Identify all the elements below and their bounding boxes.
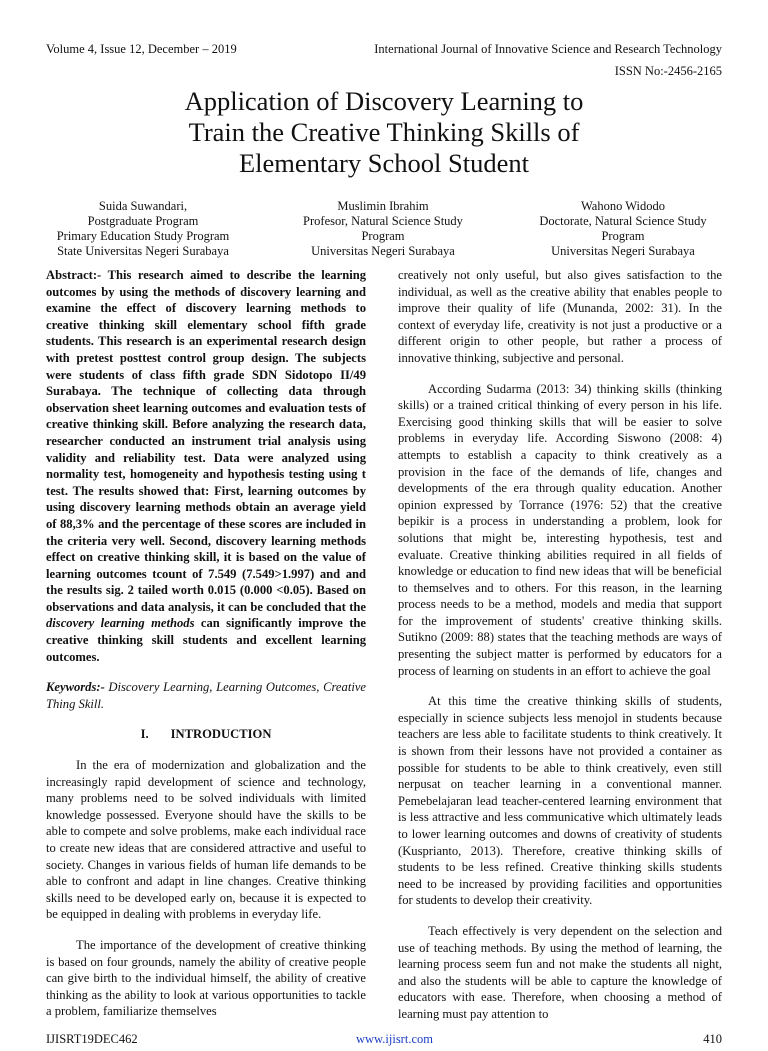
left-column xyxy=(46,267,366,1020)
paragraph: creatively not only useful, but also gives satisfaction to the individual, as well as the creative ability that enables people to improve their quality of life (Munanda, 2002: 31). In the context of everyday life, creativity is not just a productive or a different origin to other people, but rather a process of innovative thinking, subjective and personal. xyxy=(398,268,722,365)
page-body xyxy=(46,267,722,1051)
author-affiliation: Program xyxy=(601,229,645,243)
author-3 xyxy=(508,199,738,259)
author-affiliation: Profesor, Natural Science Study xyxy=(303,214,463,228)
author-affiliation: Universitas Negeri Surabaya xyxy=(551,244,695,258)
journal-volume: Volume 4, Issue 12, December – 2019 xyxy=(46,42,237,56)
abstract-text: This research aimed to describe the learning outcomes by using the methods of discovery learning and examine the effect of discovery learning methods to creative thinking skill elementary school fifth grade students. This research is an experimental research design with pretest posttest control group design. The subjects were students of class fifth grade SDN Sidotopo II/49 Surabaya. The technique of collecting data through observation sheet learning outcomes and evaluation tests of creative thinking skill. Before analyzing the research data, researcher conducted an instrument trial analysis using validity and reliability test. Data were analyzed using normality test, homogeneity and hypothesis testing using t test. The results showed that: First, learning outcomes by using discovery learning methods obtain an average yield of 88,3% and the percentage of these scores are included in the criteria very well. Second, discovery learning methods effect on creative thinking skill, it is based on the value of learning outcomes tcount of 7.549 (7.549>1.997) and and the results sig. 2 tailed worth 0.015 (0.000 <0.05). Based on observations and data analysis, it can be concluded that the xyxy=(46,268,366,614)
abstract-label: Abstract:- xyxy=(46,268,102,282)
keywords-text: Discovery Learning, Learning Outcomes, Creative Thing Skill. xyxy=(46,680,366,711)
abstract-italic: discovery learning methods xyxy=(46,616,195,631)
keywords xyxy=(46,679,366,712)
author-name: Suida Suwandari, xyxy=(98,199,188,213)
author-name: Wahono Widodo xyxy=(580,199,665,213)
title-line: Application of Discovery Learning to xyxy=(184,86,584,116)
keywords-label: Keywords:- xyxy=(46,680,105,695)
title-line: Train the Creative Thinking Skills of xyxy=(188,117,580,147)
right-column xyxy=(398,267,722,1023)
journal-name: International Journal of Innovative Science and Research Technology xyxy=(374,42,722,56)
author-affiliation: Program xyxy=(361,229,405,243)
author-name: Muslimin Ibrahim xyxy=(337,199,429,213)
paragraph: At this time the creative thinking skills of students, especially in science subjects less menojol in students because teachers are less able to facilitate students to think creatively. It is shown from their lessons have not provided a container as possible for students to be able to think creatively, even still nerpusat on teacher learning in a conventional manner. Pemebelajaran lead teacher-centered learning environment that is less attractive and less communicative which ultimately leads to lower learning outcomes and downs of creativity of students (Kusprianto, 2013). Therefore, creative thinking skills of students to be less refined. Creative thinking skills students need to be increased by providing facilities and opportunities for students to develop their creativity. xyxy=(398,694,722,908)
paper-id: IJISRT19DEC462 xyxy=(46,1031,138,1046)
paragraph: Teach effectively is very dependent on the selection and use of teaching methods. By using the method of learning, the learning process seem fun and not make the students all night, and also the students will be able to capture the knowledge of educators with ease. Therefore, when choosing a method of learning must pay attention to xyxy=(398,923,722,1021)
issn: ISSN No:-2456-2165 xyxy=(614,64,722,78)
paper-title xyxy=(0,86,768,179)
journal-website-link[interactable]: www.ijisrt.com xyxy=(356,1031,433,1046)
section-heading: I. INTRODUCTION xyxy=(140,727,272,742)
paragraph: The importance of the development of creative thinking is based on four grounds, namely the ability of creative people can give birth to the individual himself, the ability of creative thinking as the ability to look at various opportunities to tackle a problem, familiarize themselves xyxy=(46,937,366,1019)
author-affiliation: Doctorate, Natural Science Study xyxy=(539,214,707,228)
page-number: 410 xyxy=(703,1031,722,1046)
two-column-body xyxy=(46,267,722,1023)
paragraph: In the era of modernization and globalization and the increasingly rapid development of science and technology, many problems need to be solved individuals with limited knowledge possessed. Everyone should have the skills to be able to compete and solve problems, make each individual race to create new ideas that are considered attractive and useful to society. Changes in various fields of human life demands to be able to confront and adapt in line changes. Creative thinking skills need to be developed early on, because it is expected to be equipped in dealing with problems in everyday life. xyxy=(46,758,366,922)
author-1 xyxy=(28,199,258,259)
author-affiliation: Primary Education Study Program xyxy=(56,229,230,243)
author-2 xyxy=(268,199,498,259)
abstract-text: can significantly improve the creative thinking skill students and excellent learning outcomes. xyxy=(46,616,366,664)
abstract xyxy=(46,267,366,665)
author-affiliation: Postgraduate Program xyxy=(87,214,199,228)
page-footer xyxy=(46,1031,722,1051)
author-affiliation: State Universitas Negeri Surabaya xyxy=(57,244,229,258)
title-line: Elementary School Student xyxy=(239,148,529,178)
paragraph: According Sudarma (2013: 34) thinking skills (thinking skills) or a trained critical thinking of every person in his life. Exercising good thinking skills that will be easier to solve problems in everyday life. According Siswono (2008: 4) attempts to establish a capacity to think creatively as a provision in the face of the demands of life, changes and developments of the era through quality education. Another opinion expressed by Torrance (1976: 52) that the creative bepikir is a process in understanding a problem, look for solutions that might be, interesting hypothesis, test and evaluate. Creative thinking abilities required in all fields of knowledge or education to find new ideas that will be beneficial to themselves and to others. For this reason, in the learning process needs to be a method, models and media that support for the improvement of students' creative thinking skills. Sutikno (2009: 88) states that the teaching methods are ways of presenting the subject matter is performed by educators for a process of learning on students in an effort to achieve the goal xyxy=(398,381,722,678)
author-affiliation: Universitas Negeri Surabaya xyxy=(311,244,455,258)
